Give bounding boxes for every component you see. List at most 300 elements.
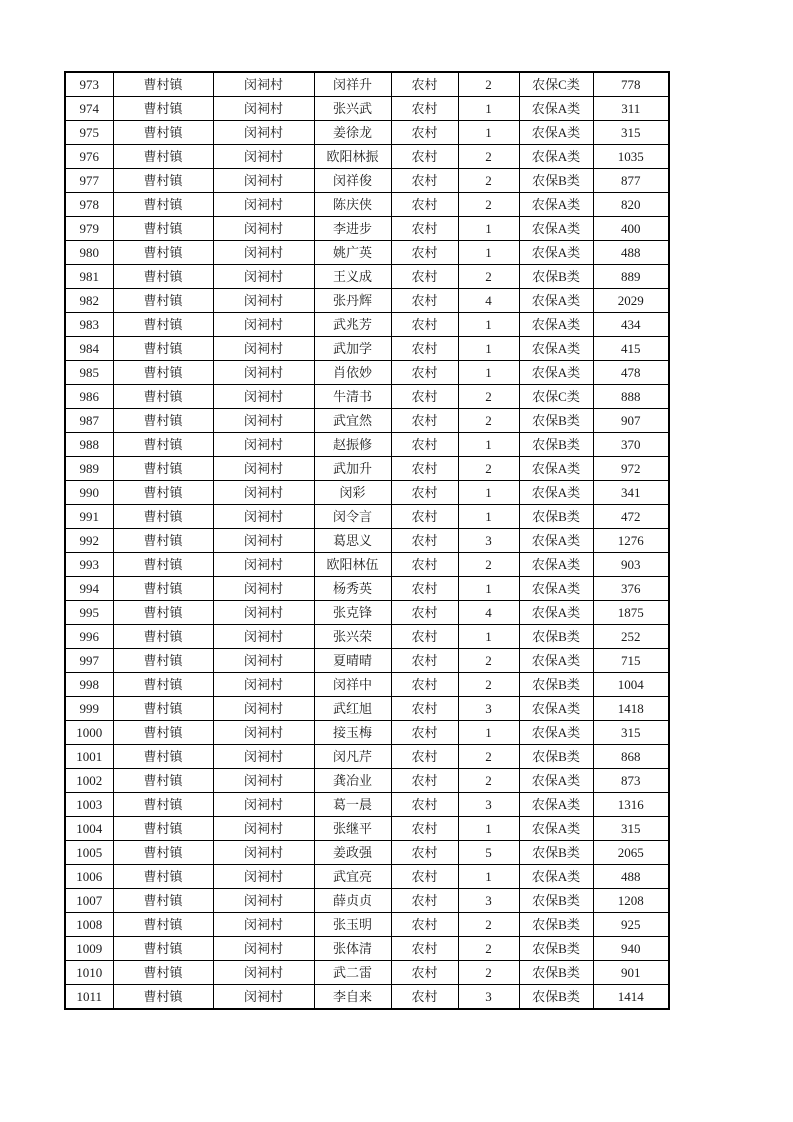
- cell-name: 王义成: [314, 265, 391, 289]
- cell-amount: 1208: [593, 889, 669, 913]
- cell-name: 姜政强: [314, 841, 391, 865]
- cell-seq: 982: [65, 289, 113, 313]
- cell-seq: 998: [65, 673, 113, 697]
- cell-town: 曹村镇: [113, 72, 213, 97]
- cell-category: 农保A类: [519, 193, 593, 217]
- cell-category: 农保A类: [519, 577, 593, 601]
- cell-category: 农保A类: [519, 337, 593, 361]
- cell-town: 曹村镇: [113, 601, 213, 625]
- cell-village: 闵祠村: [213, 505, 314, 529]
- cell-residence: 农村: [391, 745, 458, 769]
- cell-town: 曹村镇: [113, 721, 213, 745]
- cell-category: 农保A类: [519, 529, 593, 553]
- cell-category: 农保A类: [519, 793, 593, 817]
- cell-count: 2: [458, 72, 519, 97]
- cell-seq: 989: [65, 457, 113, 481]
- table-row: [65, 913, 669, 937]
- cell-village: 闵祠村: [213, 937, 314, 961]
- cell-residence: 农村: [391, 961, 458, 985]
- cell-amount: 488: [593, 865, 669, 889]
- cell-category: 农保A类: [519, 865, 593, 889]
- cell-count: 2: [458, 553, 519, 577]
- cell-town: 曹村镇: [113, 505, 213, 529]
- cell-category: 农保B类: [519, 937, 593, 961]
- cell-category: 农保C类: [519, 385, 593, 409]
- cell-village: 闵祠村: [213, 913, 314, 937]
- cell-seq: 978: [65, 193, 113, 217]
- table-row: [65, 865, 669, 889]
- cell-seq: 976: [65, 145, 113, 169]
- cell-seq: 979: [65, 217, 113, 241]
- cell-name: 杨秀英: [314, 577, 391, 601]
- cell-count: 2: [458, 937, 519, 961]
- cell-count: 1: [458, 121, 519, 145]
- cell-category: 农保B类: [519, 169, 593, 193]
- cell-category: 农保A类: [519, 121, 593, 145]
- cell-seq: 995: [65, 601, 113, 625]
- cell-town: 曹村镇: [113, 745, 213, 769]
- cell-name: 张丹辉: [314, 289, 391, 313]
- cell-amount: 877: [593, 169, 669, 193]
- cell-name: 武宜然: [314, 409, 391, 433]
- table-row: [65, 745, 669, 769]
- table-row: [65, 97, 669, 121]
- cell-category: 农保A类: [519, 289, 593, 313]
- cell-village: 闵祠村: [213, 745, 314, 769]
- cell-amount: 1004: [593, 673, 669, 697]
- cell-amount: 925: [593, 913, 669, 937]
- cell-name: 张克锋: [314, 601, 391, 625]
- cell-amount: 2065: [593, 841, 669, 865]
- cell-residence: 农村: [391, 361, 458, 385]
- cell-village: 闵祠村: [213, 385, 314, 409]
- cell-count: 1: [458, 337, 519, 361]
- cell-amount: 376: [593, 577, 669, 601]
- cell-town: 曹村镇: [113, 529, 213, 553]
- cell-residence: 农村: [391, 481, 458, 505]
- cell-count: 1: [458, 433, 519, 457]
- cell-town: 曹村镇: [113, 97, 213, 121]
- cell-name: 张玉明: [314, 913, 391, 937]
- table-row: [65, 193, 669, 217]
- cell-name: 武宜亮: [314, 865, 391, 889]
- cell-name: 李自来: [314, 985, 391, 1010]
- cell-residence: 农村: [391, 553, 458, 577]
- cell-village: 闵祠村: [213, 337, 314, 361]
- cell-amount: 778: [593, 72, 669, 97]
- cell-town: 曹村镇: [113, 889, 213, 913]
- cell-residence: 农村: [391, 265, 458, 289]
- cell-name: 李进步: [314, 217, 391, 241]
- cell-seq: 987: [65, 409, 113, 433]
- table-row: [65, 793, 669, 817]
- cell-town: 曹村镇: [113, 217, 213, 241]
- cell-town: 曹村镇: [113, 385, 213, 409]
- cell-count: 3: [458, 697, 519, 721]
- cell-category: 农保B类: [519, 673, 593, 697]
- cell-category: 农保B类: [519, 625, 593, 649]
- cell-seq: 1007: [65, 889, 113, 913]
- cell-village: 闵祠村: [213, 721, 314, 745]
- table-row: [65, 889, 669, 913]
- cell-name: 武二雷: [314, 961, 391, 985]
- cell-amount: 472: [593, 505, 669, 529]
- table-row: [65, 72, 669, 97]
- cell-name: 肖依妙: [314, 361, 391, 385]
- cell-amount: 341: [593, 481, 669, 505]
- cell-category: 农保A类: [519, 553, 593, 577]
- cell-village: 闵祠村: [213, 97, 314, 121]
- cell-town: 曹村镇: [113, 985, 213, 1010]
- cell-count: 2: [458, 745, 519, 769]
- cell-category: 农保A类: [519, 817, 593, 841]
- residents-table: [64, 71, 670, 1010]
- cell-amount: 889: [593, 265, 669, 289]
- cell-name: 闵祥俊: [314, 169, 391, 193]
- cell-residence: 农村: [391, 433, 458, 457]
- cell-seq: 986: [65, 385, 113, 409]
- table-row: [65, 145, 669, 169]
- cell-village: 闵祠村: [213, 265, 314, 289]
- cell-name: 闵凡芹: [314, 745, 391, 769]
- cell-seq: 997: [65, 649, 113, 673]
- cell-seq: 985: [65, 361, 113, 385]
- cell-count: 2: [458, 769, 519, 793]
- cell-town: 曹村镇: [113, 865, 213, 889]
- cell-town: 曹村镇: [113, 841, 213, 865]
- cell-name: 张继平: [314, 817, 391, 841]
- cell-amount: 820: [593, 193, 669, 217]
- cell-amount: 311: [593, 97, 669, 121]
- cell-category: 农保B类: [519, 841, 593, 865]
- cell-residence: 农村: [391, 889, 458, 913]
- cell-village: 闵祠村: [213, 217, 314, 241]
- cell-category: 农保A类: [519, 313, 593, 337]
- cell-seq: 1001: [65, 745, 113, 769]
- cell-category: 农保B类: [519, 409, 593, 433]
- cell-category: 农保A类: [519, 217, 593, 241]
- cell-amount: 1875: [593, 601, 669, 625]
- cell-seq: 1005: [65, 841, 113, 865]
- table-row: [65, 673, 669, 697]
- table-row: [65, 265, 669, 289]
- cell-seq: 994: [65, 577, 113, 601]
- table-row: [65, 721, 669, 745]
- cell-count: 1: [458, 577, 519, 601]
- cell-count: 2: [458, 673, 519, 697]
- cell-amount: 1414: [593, 985, 669, 1010]
- cell-seq: 996: [65, 625, 113, 649]
- cell-seq: 1002: [65, 769, 113, 793]
- cell-town: 曹村镇: [113, 409, 213, 433]
- cell-amount: 434: [593, 313, 669, 337]
- cell-count: 2: [458, 913, 519, 937]
- table-row: [65, 241, 669, 265]
- table-row: [65, 361, 669, 385]
- table-body: [65, 72, 669, 1009]
- cell-amount: 1276: [593, 529, 669, 553]
- cell-count: 2: [458, 265, 519, 289]
- cell-seq: 983: [65, 313, 113, 337]
- cell-residence: 农村: [391, 697, 458, 721]
- cell-name: 牛清书: [314, 385, 391, 409]
- cell-category: 农保B类: [519, 745, 593, 769]
- cell-amount: 873: [593, 769, 669, 793]
- cell-village: 闵祠村: [213, 72, 314, 97]
- cell-residence: 农村: [391, 313, 458, 337]
- cell-town: 曹村镇: [113, 793, 213, 817]
- cell-seq: 993: [65, 553, 113, 577]
- cell-amount: 907: [593, 409, 669, 433]
- cell-name: 葛思义: [314, 529, 391, 553]
- cell-name: 张体清: [314, 937, 391, 961]
- cell-category: 农保C类: [519, 72, 593, 97]
- cell-residence: 农村: [391, 193, 458, 217]
- cell-town: 曹村镇: [113, 769, 213, 793]
- cell-amount: 315: [593, 121, 669, 145]
- cell-village: 闵祠村: [213, 769, 314, 793]
- cell-seq: 1006: [65, 865, 113, 889]
- cell-residence: 农村: [391, 841, 458, 865]
- cell-amount: 940: [593, 937, 669, 961]
- table-row: [65, 121, 669, 145]
- cell-village: 闵祠村: [213, 577, 314, 601]
- cell-count: 3: [458, 529, 519, 553]
- table-row: [65, 289, 669, 313]
- table-row: [65, 937, 669, 961]
- cell-name: 武加学: [314, 337, 391, 361]
- cell-residence: 农村: [391, 241, 458, 265]
- table-row: [65, 577, 669, 601]
- cell-category: 农保A类: [519, 97, 593, 121]
- cell-residence: 农村: [391, 337, 458, 361]
- cell-name: 闵令言: [314, 505, 391, 529]
- cell-town: 曹村镇: [113, 697, 213, 721]
- cell-amount: 901: [593, 961, 669, 985]
- cell-village: 闵祠村: [213, 865, 314, 889]
- table-row: [65, 769, 669, 793]
- cell-village: 闵祠村: [213, 793, 314, 817]
- cell-name: 接玉梅: [314, 721, 391, 745]
- cell-seq: 992: [65, 529, 113, 553]
- cell-town: 曹村镇: [113, 121, 213, 145]
- cell-residence: 农村: [391, 625, 458, 649]
- cell-village: 闵祠村: [213, 169, 314, 193]
- table-row: [65, 529, 669, 553]
- table-row: [65, 337, 669, 361]
- cell-amount: 2029: [593, 289, 669, 313]
- cell-residence: 农村: [391, 121, 458, 145]
- cell-residence: 农村: [391, 793, 458, 817]
- cell-town: 曹村镇: [113, 817, 213, 841]
- cell-count: 1: [458, 505, 519, 529]
- cell-category: 农保A类: [519, 649, 593, 673]
- table-row: [65, 481, 669, 505]
- cell-count: 3: [458, 889, 519, 913]
- cell-residence: 农村: [391, 72, 458, 97]
- cell-seq: 981: [65, 265, 113, 289]
- cell-village: 闵祠村: [213, 817, 314, 841]
- cell-name: 姚广英: [314, 241, 391, 265]
- cell-village: 闵祠村: [213, 625, 314, 649]
- cell-seq: 984: [65, 337, 113, 361]
- cell-residence: 农村: [391, 937, 458, 961]
- cell-category: 农保A类: [519, 721, 593, 745]
- table-row: [65, 649, 669, 673]
- cell-amount: 370: [593, 433, 669, 457]
- cell-town: 曹村镇: [113, 289, 213, 313]
- cell-category: 农保B类: [519, 889, 593, 913]
- cell-count: 1: [458, 721, 519, 745]
- cell-seq: 1000: [65, 721, 113, 745]
- cell-village: 闵祠村: [213, 673, 314, 697]
- table-row: [65, 817, 669, 841]
- cell-count: 2: [458, 457, 519, 481]
- table-row: [65, 457, 669, 481]
- cell-village: 闵祠村: [213, 553, 314, 577]
- cell-name: 武兆芳: [314, 313, 391, 337]
- cell-residence: 农村: [391, 577, 458, 601]
- cell-count: 1: [458, 361, 519, 385]
- cell-village: 闵祠村: [213, 529, 314, 553]
- cell-residence: 农村: [391, 385, 458, 409]
- cell-village: 闵祠村: [213, 481, 314, 505]
- cell-residence: 农村: [391, 985, 458, 1010]
- cell-town: 曹村镇: [113, 433, 213, 457]
- cell-category: 农保A类: [519, 145, 593, 169]
- cell-residence: 农村: [391, 505, 458, 529]
- cell-seq: 1004: [65, 817, 113, 841]
- cell-village: 闵祠村: [213, 433, 314, 457]
- cell-name: 欧阳林伍: [314, 553, 391, 577]
- table-row: [65, 985, 669, 1010]
- cell-category: 农保B类: [519, 505, 593, 529]
- cell-seq: 1011: [65, 985, 113, 1010]
- cell-town: 曹村镇: [113, 649, 213, 673]
- cell-amount: 972: [593, 457, 669, 481]
- cell-count: 5: [458, 841, 519, 865]
- cell-town: 曹村镇: [113, 313, 213, 337]
- cell-residence: 农村: [391, 409, 458, 433]
- cell-name: 薛贞贞: [314, 889, 391, 913]
- cell-count: 1: [458, 625, 519, 649]
- cell-name: 闵祥升: [314, 72, 391, 97]
- cell-village: 闵祠村: [213, 313, 314, 337]
- cell-village: 闵祠村: [213, 457, 314, 481]
- cell-name: 闵祥中: [314, 673, 391, 697]
- cell-count: 2: [458, 145, 519, 169]
- cell-seq: 973: [65, 72, 113, 97]
- cell-village: 闵祠村: [213, 289, 314, 313]
- table-row: [65, 409, 669, 433]
- cell-town: 曹村镇: [113, 241, 213, 265]
- cell-seq: 980: [65, 241, 113, 265]
- cell-seq: 1008: [65, 913, 113, 937]
- cell-category: 农保A类: [519, 601, 593, 625]
- cell-town: 曹村镇: [113, 937, 213, 961]
- cell-seq: 974: [65, 97, 113, 121]
- table-row: [65, 313, 669, 337]
- cell-count: 1: [458, 241, 519, 265]
- cell-village: 闵祠村: [213, 121, 314, 145]
- cell-count: 2: [458, 649, 519, 673]
- cell-town: 曹村镇: [113, 457, 213, 481]
- cell-village: 闵祠村: [213, 193, 314, 217]
- cell-town: 曹村镇: [113, 169, 213, 193]
- cell-count: 4: [458, 601, 519, 625]
- table-row: [65, 217, 669, 241]
- cell-count: 4: [458, 289, 519, 313]
- cell-town: 曹村镇: [113, 577, 213, 601]
- table-row: [65, 169, 669, 193]
- cell-amount: 315: [593, 721, 669, 745]
- cell-category: 农保B类: [519, 961, 593, 985]
- cell-name: 夏晴晴: [314, 649, 391, 673]
- table-row: [65, 505, 669, 529]
- cell-seq: 988: [65, 433, 113, 457]
- table-row: [65, 625, 669, 649]
- cell-amount: 715: [593, 649, 669, 673]
- cell-town: 曹村镇: [113, 145, 213, 169]
- table-row: [65, 433, 669, 457]
- cell-count: 1: [458, 817, 519, 841]
- cell-residence: 农村: [391, 769, 458, 793]
- cell-town: 曹村镇: [113, 361, 213, 385]
- cell-category: 农保B类: [519, 913, 593, 937]
- cell-amount: 488: [593, 241, 669, 265]
- cell-category: 农保B类: [519, 433, 593, 457]
- cell-amount: 1418: [593, 697, 669, 721]
- cell-village: 闵祠村: [213, 961, 314, 985]
- cell-village: 闵祠村: [213, 241, 314, 265]
- cell-category: 农保A类: [519, 457, 593, 481]
- cell-count: 2: [458, 193, 519, 217]
- cell-amount: 400: [593, 217, 669, 241]
- cell-count: 1: [458, 481, 519, 505]
- cell-residence: 农村: [391, 145, 458, 169]
- table-row: [65, 601, 669, 625]
- cell-town: 曹村镇: [113, 913, 213, 937]
- cell-residence: 农村: [391, 601, 458, 625]
- table-row: [65, 841, 669, 865]
- cell-residence: 农村: [391, 529, 458, 553]
- cell-amount: 478: [593, 361, 669, 385]
- cell-count: 1: [458, 313, 519, 337]
- cell-town: 曹村镇: [113, 481, 213, 505]
- cell-town: 曹村镇: [113, 265, 213, 289]
- cell-category: 农保A类: [519, 697, 593, 721]
- cell-name: 武加升: [314, 457, 391, 481]
- cell-count: 1: [458, 217, 519, 241]
- cell-residence: 农村: [391, 289, 458, 313]
- cell-town: 曹村镇: [113, 673, 213, 697]
- cell-seq: 990: [65, 481, 113, 505]
- cell-village: 闵祠村: [213, 361, 314, 385]
- cell-seq: 1003: [65, 793, 113, 817]
- cell-amount: 1316: [593, 793, 669, 817]
- cell-category: 农保A类: [519, 241, 593, 265]
- cell-category: 农保A类: [519, 769, 593, 793]
- cell-name: 闵彩: [314, 481, 391, 505]
- cell-town: 曹村镇: [113, 337, 213, 361]
- cell-amount: 415: [593, 337, 669, 361]
- cell-town: 曹村镇: [113, 625, 213, 649]
- table-row: [65, 961, 669, 985]
- cell-category: 农保B类: [519, 985, 593, 1010]
- table-row: [65, 553, 669, 577]
- cell-village: 闵祠村: [213, 697, 314, 721]
- cell-residence: 农村: [391, 817, 458, 841]
